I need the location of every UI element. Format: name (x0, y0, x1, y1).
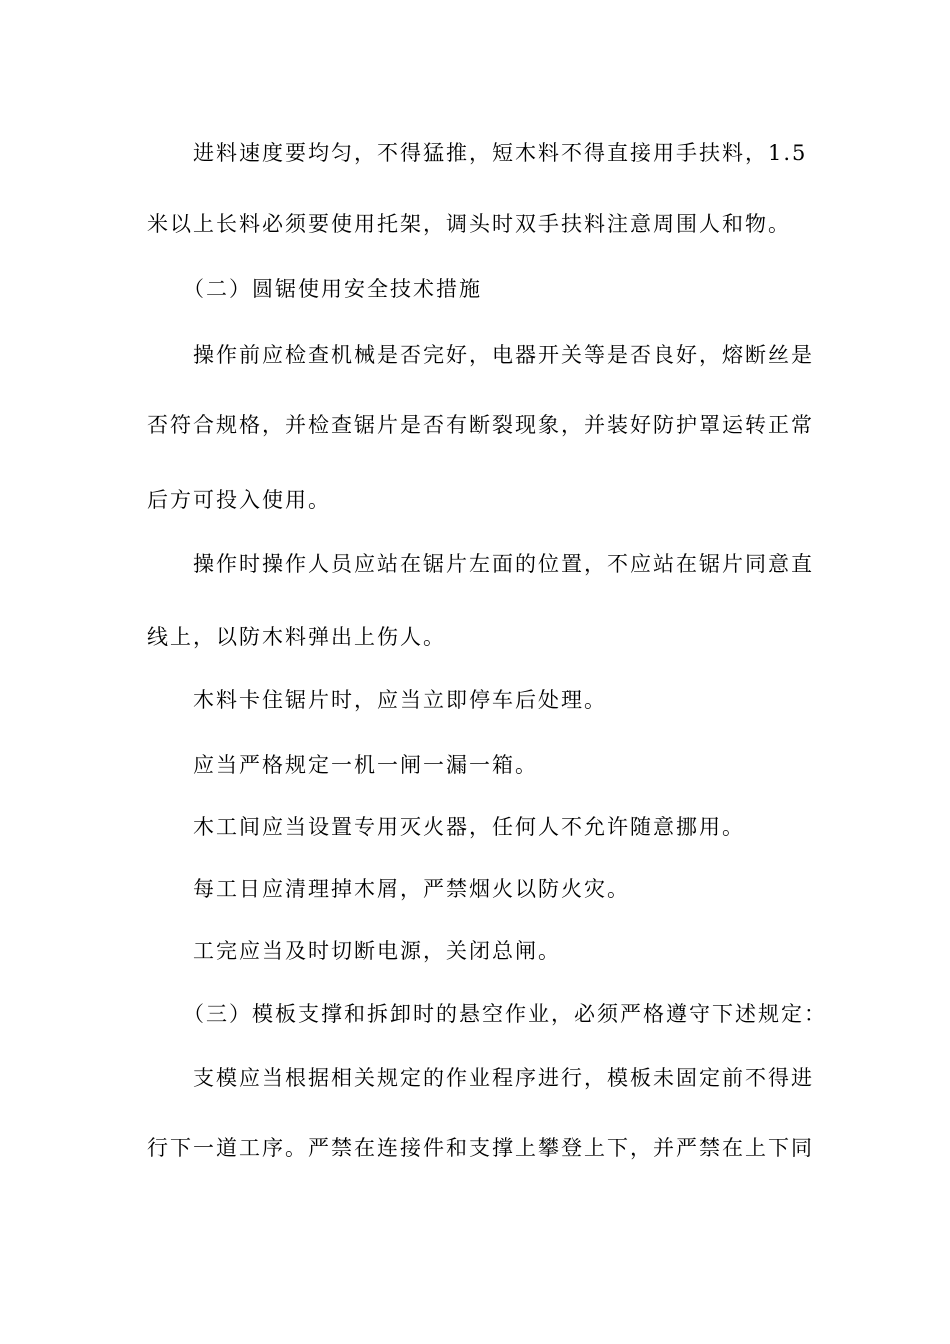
paragraph-line: 米以上长料必须要使用托架，调头时双手扶料注意周围人和物。 (147, 212, 791, 236)
paragraph-line: 操作时操作人员应站在锯片左面的位置，不应站在锯片同意直 (193, 552, 814, 576)
paragraph-line: 行下一道工序。严禁在连接件和支撑上攀登上下，并严禁在上下同 (147, 1136, 814, 1160)
paragraph-line: 每工日应清理掉木屑，严禁烟火以防火灾。 (193, 877, 630, 901)
section-heading: （二）圆锯使用安全技术措施 (183, 277, 482, 301)
paragraph-line: 工完应当及时切断电源，关闭总闸。 (193, 939, 561, 963)
paragraph-line: 木工间应当设置专用灭火器，任何人不允许随意挪用。 (193, 815, 745, 839)
paragraph-line: 木料卡住锯片时，应当立即停车后处理。 (193, 688, 607, 712)
section-heading: （三）模板支撑和拆卸时的悬空作业，必须严格遵守下述规定： (183, 1002, 827, 1026)
paragraph-line: 应当严格规定一机一闸一漏一箱。 (193, 753, 538, 777)
paragraph-line: 否符合规格，并检查锯片是否有断裂现象，并装好防护罩运转正常 (147, 413, 814, 437)
paragraph-line: 后方可投入使用。 (147, 488, 331, 512)
paragraph-line: 线上，以防木料弹出上伤人。 (147, 625, 446, 649)
paragraph-line: 支模应当根据相关规定的作业程序进行，模板未固定前不得进 (193, 1066, 814, 1090)
paragraph-line: 进料速度要均匀，不得猛推，短木料不得直接用手扶料，1.5 (193, 141, 808, 165)
paragraph-line: 操作前应检查机械是否完好，电器开关等是否良好，熔断丝是 (193, 343, 814, 367)
